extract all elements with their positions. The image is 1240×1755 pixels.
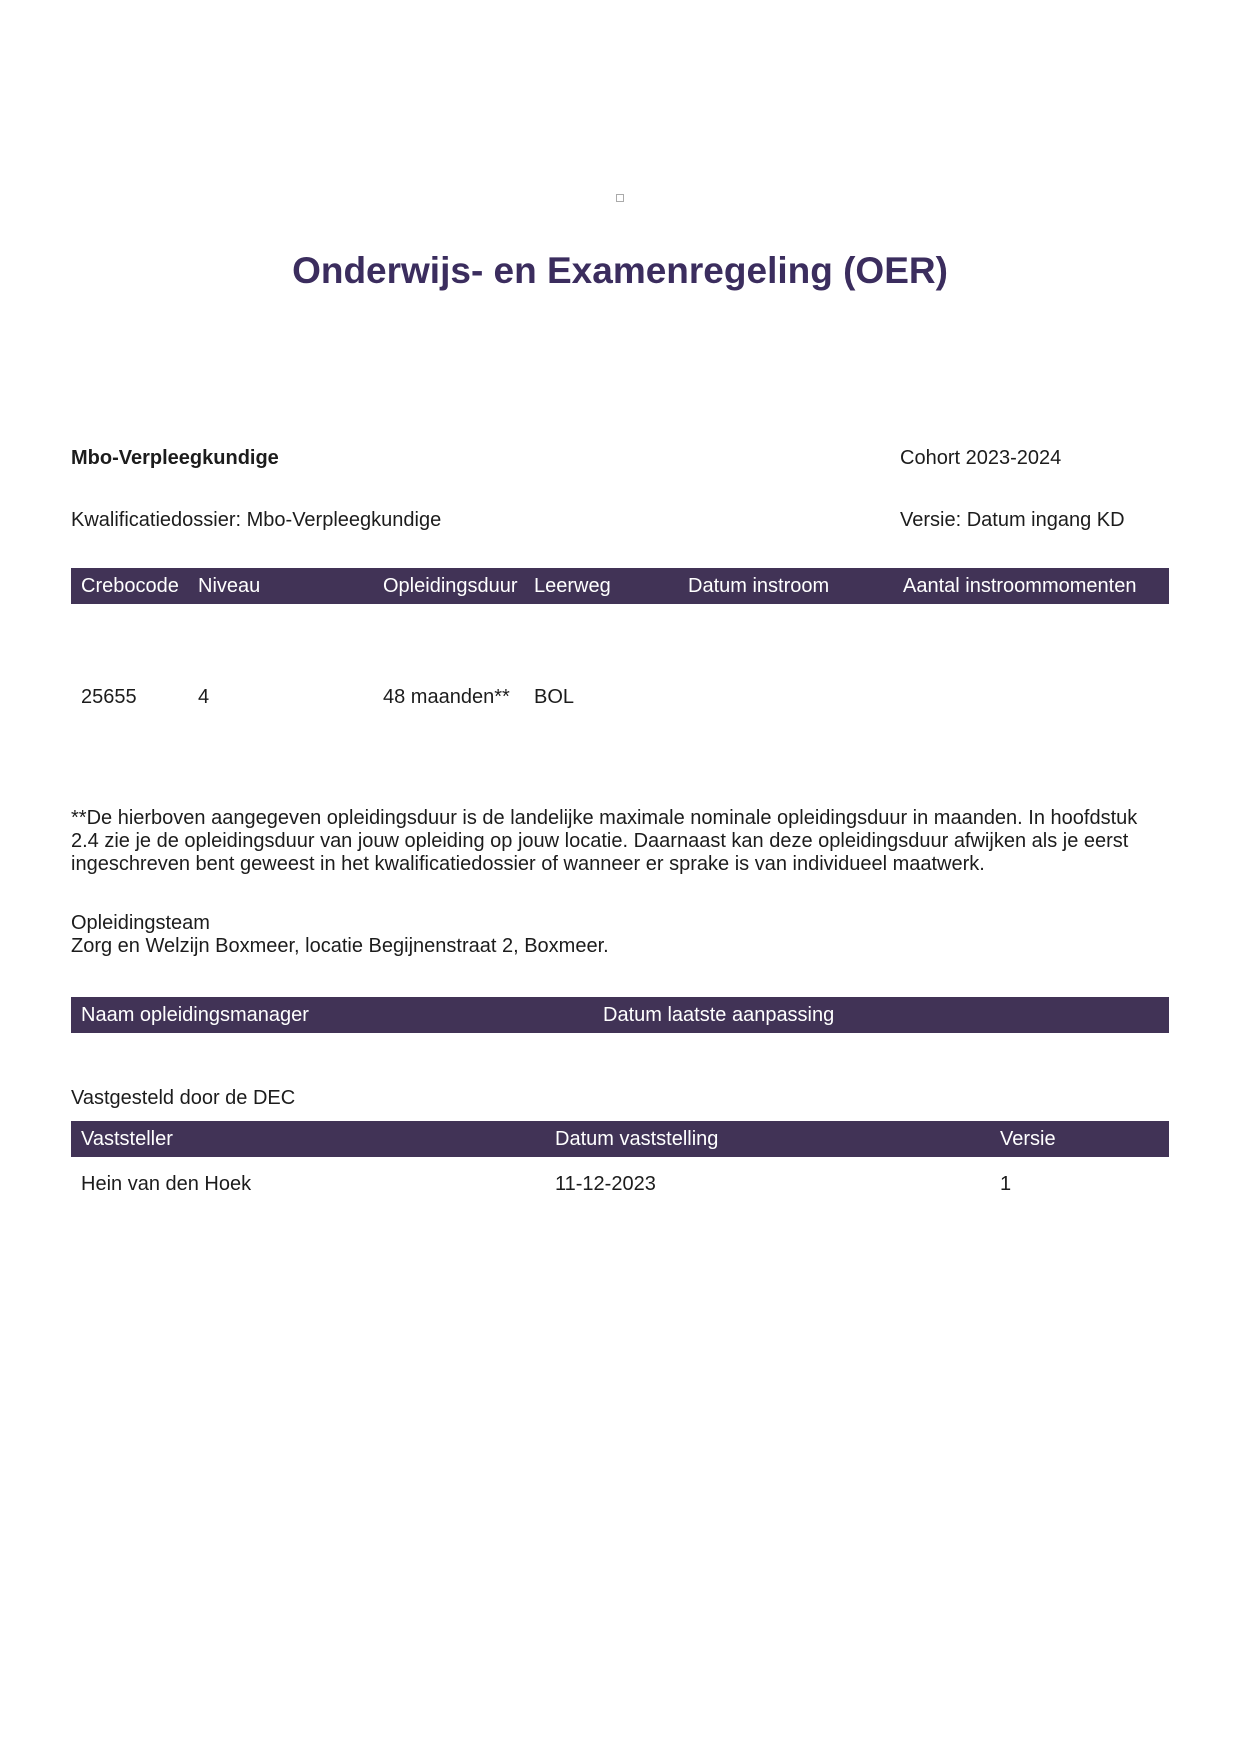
cell-opleidingsduur: 48 maanden** — [383, 686, 510, 708]
cell-versie: 1 — [1000, 1173, 1012, 1195]
cell-niveau: 4 — [198, 686, 210, 708]
header-datum-vaststelling: Datum vaststelling — [555, 1128, 719, 1150]
approval-table-header — [71, 1121, 1169, 1157]
cell-datum-instroom — [688, 686, 903, 709]
approval-table-row — [71, 1173, 1169, 1196]
kwalificatiedossier-label: Kwalificatiedossier: Mbo-Verpleegkundige — [71, 509, 442, 531]
program-table-row — [71, 686, 1169, 709]
page-content — [0, 447, 1240, 1196]
header-niveau: Niveau — [198, 575, 261, 597]
broken-image-icon — [616, 194, 624, 202]
duration-note: **De hierboven aangegeven opleidingsduur is de landelijke maximale nominale opleidingsduur in maanden. In hoofdstuk 2.4 zie je de opleidingsduur van jouw opleiding op jouw locatie. Daarnaast kan deze opleidingsduur afwijken als je eerst ingeschreven bent geweest in het kwalificatiedossier of wanneer er sprake is van individueel maatwerk. — [71, 807, 1138, 875]
cell-datum-vaststelling: 11-12-2023 — [555, 1173, 656, 1195]
team-location: Zorg en Welzijn Boxmeer, locatie Begijnenstraat 2, Boxmeer. — [71, 935, 609, 957]
header-datum-laatste-aanpassing: Datum laatste aanpassing — [603, 1004, 835, 1026]
cell-aantal-instroommomenten — [903, 686, 1169, 709]
cell-crebocode: 25655 — [81, 686, 137, 708]
versie-label: Versie: Datum ingang KD — [900, 509, 1125, 531]
meta-row-dossier — [71, 509, 1169, 532]
header-opleidingsduur: Opleidingsduur — [383, 575, 518, 597]
cell-vaststeller: Hein van den Hoek — [81, 1173, 252, 1195]
header-datum-instroom: Datum instroom — [688, 575, 830, 597]
approval-label: Vastgesteld door de DEC — [71, 1087, 296, 1109]
header-leerweg: Leerweg — [534, 575, 611, 597]
header-naam-opleidingsmanager: Naam opleidingsmanager — [81, 1004, 309, 1026]
meta-row-program — [71, 447, 1169, 470]
cohort-label: Cohort 2023-2024 — [900, 447, 1062, 469]
header-crebocode: Crebocode — [81, 575, 179, 597]
team-label: Opleidingsteam — [71, 912, 210, 934]
header-versie: Versie — [1000, 1128, 1056, 1150]
header-aantal-instroommomenten: Aantal instroommomenten — [903, 575, 1137, 597]
team-block — [71, 912, 1169, 958]
header-vaststeller: Vaststeller — [81, 1128, 173, 1150]
program-name: Mbo-Verpleegkundige — [71, 447, 279, 469]
cell-leerweg: BOL — [534, 686, 575, 708]
manager-table-header — [71, 997, 1169, 1033]
program-table-header — [71, 568, 1169, 604]
page-title: Onderwijs- en Examenregeling (OER) — [292, 250, 948, 291]
